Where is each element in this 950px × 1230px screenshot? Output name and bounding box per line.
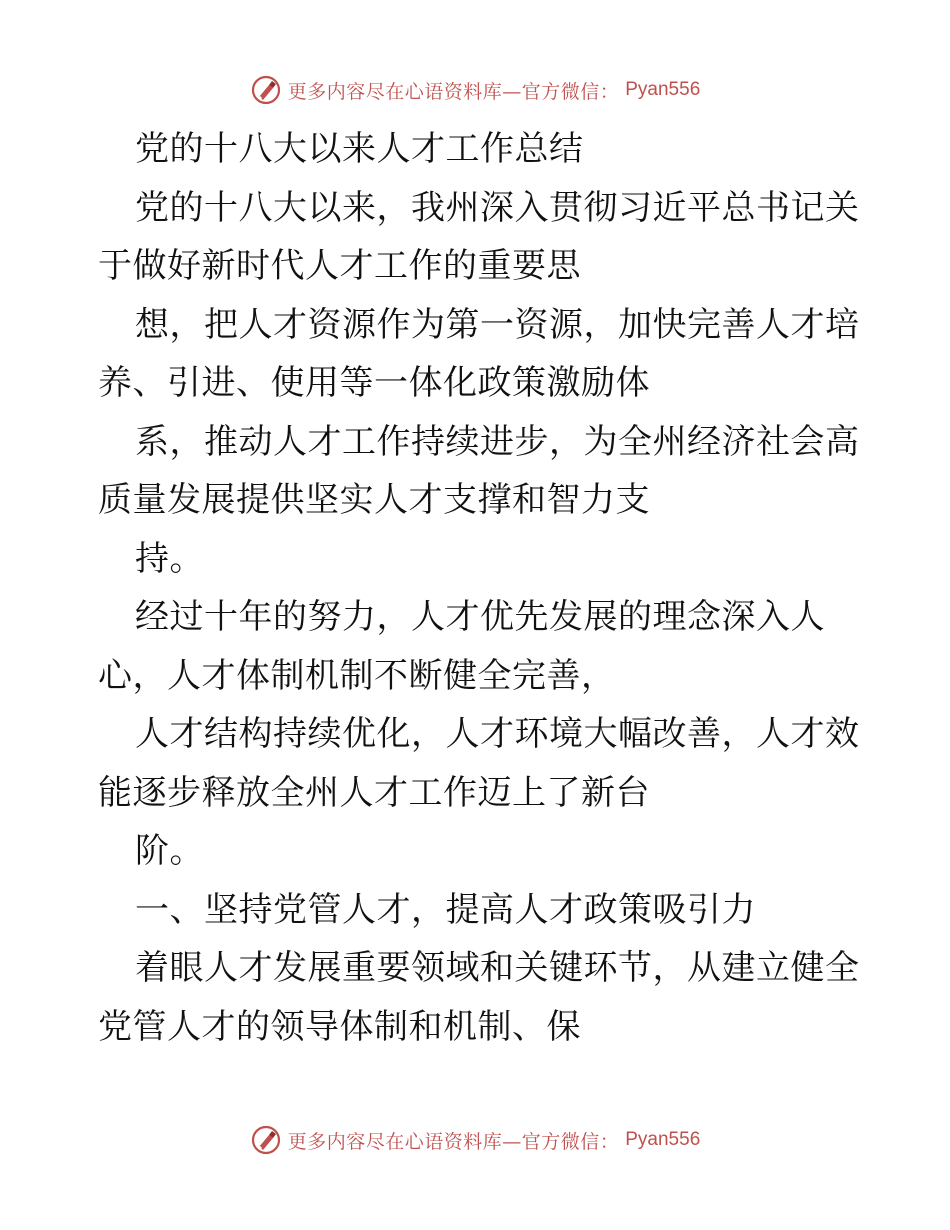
text-line: 持。 <box>135 538 204 579</box>
text-line: 于做好新时代人才工作的重要思 <box>98 246 581 286</box>
text-line: 想，把人才资源作为第一资源，加快完善人才培 <box>135 304 860 345</box>
text-line: 能逐步释放全州人才工作迈上了新台 <box>98 772 650 813</box>
banner-text: 更多内容尽在心语资料库—官方微信： <box>287 1130 620 1153</box>
banner-wechat-id: Pyan556 <box>625 1129 701 1150</box>
banner-wechat-id: Pyan556 <box>625 79 701 100</box>
text-line: 人才结构持续优化，人才环境大幅改善，人才效 <box>135 714 860 754</box>
text-line: 党管人才的领导体制和机制、保 <box>98 1006 581 1047</box>
section-heading: 一、坚持党管人才，提高人才政策吸引力 <box>135 889 756 930</box>
text-line: 养、引进、使用等一体化政策激励体 <box>98 363 650 403</box>
text-line: 经过十年的努力，人才优先发展的理念深入人 <box>135 597 825 637</box>
text-line: 阶。 <box>135 831 204 871</box>
text-line: 着眼人才发展重要领域和关键环节，从建立健全 <box>135 948 860 988</box>
pen-logo-icon <box>250 74 282 106</box>
header-banner <box>0 70 950 110</box>
text-line: 质量发展提供坚实人才支撑和智力支 <box>98 480 650 520</box>
pen-logo-icon <box>250 1124 282 1156</box>
text-line: 系，推动人才工作持续进步，为全州经济社会高 <box>135 421 860 462</box>
footer-banner <box>0 1120 950 1160</box>
text-line: 党的十八大以来，我州深入贯彻习近平总书记关 <box>135 187 860 228</box>
text-line: 心，人才体制机制不断健全完善， <box>98 655 616 696</box>
document-title: 党的十八大以来人才工作总结 <box>135 129 584 169</box>
document-body <box>98 120 858 1056</box>
banner-text: 更多内容尽在心语资料库—官方微信： <box>287 80 620 103</box>
